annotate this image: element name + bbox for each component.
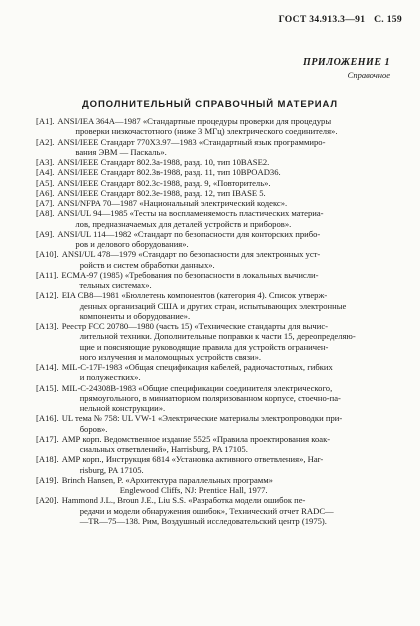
reference-line: редачи и модели обнаружения ошибок», Технический отчет RADC— <box>79 505 334 516</box>
reference-line: UL тема № 758: UL VW-1 «Электрические материалы электропроводки при- <box>61 413 343 424</box>
reference-id: [A9]. <box>36 228 55 239</box>
reference-line: компоненты и оборудование». <box>79 310 191 321</box>
reference-line: MIL-C-24308B-1983 «Общие спецификации соединителя электрического, <box>61 382 333 393</box>
reference-text <box>57 137 398 158</box>
reference-item <box>36 270 398 291</box>
standard-number: ГОСТ 34.913.3—91 <box>278 14 366 25</box>
reference-text <box>62 249 398 270</box>
reference-line: нельной конструкции». <box>79 403 166 413</box>
reference-text <box>57 116 398 137</box>
reference-line: EIA СВ8—1981 «Бюллетень компонентов (категория 4). Список утверж- <box>61 290 328 301</box>
reference-id: [A13]. <box>36 321 59 331</box>
reference-item <box>36 137 398 158</box>
reference-id: [A15]. <box>36 382 59 393</box>
reference-line: тельных системах». <box>79 280 152 290</box>
reference-text <box>62 321 398 362</box>
reference-item <box>36 167 398 177</box>
reference-text <box>57 229 398 250</box>
appendix-title: ПРИЛОЖЕНИЕ 1 <box>303 57 390 68</box>
reference-id: [A10]. <box>36 249 59 260</box>
reference-item <box>36 249 398 270</box>
reference-id: [A12]. <box>36 290 59 301</box>
reference-line: ANSI/IEEE Стандарт 802.3с-1988, разд. 9, «Повторитель». <box>57 177 271 188</box>
reference-item <box>36 229 398 250</box>
reference-line: лительной техники. Дополнительные поправки к части 15, дереопределяю- <box>79 331 356 342</box>
reference-item <box>36 116 398 137</box>
reference-line: ЕСМА-97 (1985) «Требования по безопасности в локальных вычисли- <box>61 269 319 280</box>
reference-line: Hammond J.L., Broun J.E., Liu S.S. «Разработка модели ошибок пе- <box>61 495 306 506</box>
reference-item <box>36 321 398 362</box>
reference-id: [A4]. <box>36 167 55 178</box>
page-header <box>273 14 402 25</box>
reference-id: [A17]. <box>36 433 59 444</box>
reference-item <box>36 413 398 434</box>
reference-item <box>36 362 398 383</box>
reference-text <box>62 434 398 455</box>
reference-text <box>57 167 398 177</box>
reference-item <box>36 495 398 526</box>
reference-line: ANSI/UL 114—1982 «Стандарт по безопасности для конторских прибо- <box>57 228 321 239</box>
reference-line: ного излучения и маломощных устройств связи». <box>79 351 262 362</box>
reference-id: [A5]. <box>36 177 55 188</box>
reference-line: ANSI/IEEE Стандарт 802.3а-1988, разд. 10, тип 10BASE2. <box>57 157 270 167</box>
reference-line: лов, предназначаемых для деталей устройств и приборов». <box>75 218 292 229</box>
reference-id: [A8]. <box>36 208 55 219</box>
reference-id: [A18]. <box>36 454 59 465</box>
reference-text <box>62 413 398 434</box>
reference-line: проверки низкочастотного (ниже 3 МГц) электрического соединителя». <box>75 126 338 137</box>
reference-line: ANSI/UL 94—1985 «Тесты на воспламеняемость пластических материа- <box>57 208 324 219</box>
reference-item <box>36 383 398 414</box>
reference-line: боров». <box>79 423 108 434</box>
reference-line: MIL-C-17F-1983 «Общая спецификация кабелей, радиочастотных, гибких <box>61 362 333 372</box>
reference-item <box>36 475 398 496</box>
reference-text <box>57 198 398 208</box>
reference-text <box>57 188 398 198</box>
reference-text <box>57 178 398 188</box>
reference-item <box>36 454 398 475</box>
reference-line: вания ЭВМ — Паскаль». <box>75 146 167 157</box>
reference-line: щие и поясняющие руководящие правила для устройств ограничен- <box>79 341 329 352</box>
reference-line: Brinch Hansen, P. «Архитектура параллельных программ» <box>61 474 273 485</box>
reference-item <box>36 178 398 188</box>
reference-id: [A14]. <box>36 362 59 372</box>
reference-line: ANSI/UL 478—1979 «Стандарт по безопасности для электронных уст- <box>61 249 321 260</box>
reference-line: АМР корп. Ведомственное издание 5525 «Правила проектирования коак- <box>61 433 331 444</box>
reference-item <box>36 434 398 455</box>
reference-text <box>57 208 398 229</box>
reference-line: ANSI/IEEE Стандарт 770X3.97—1983 «Стандартный язык программиро- <box>57 136 326 147</box>
reference-line: и полужестких». <box>79 372 141 383</box>
appendix-label <box>303 57 390 81</box>
reference-text <box>62 495 398 526</box>
reference-id: [A6]. <box>36 187 55 198</box>
reference-line: ANSI/IEEE Стандарт 802.3е-1988, разд. 12, тип IBASE 5. <box>57 187 266 198</box>
reference-line: ANSI/IEA 364А—1987 «Стандартные процедуры проверки для процедуры <box>57 116 332 126</box>
reference-line: АМР корп., Инструкция 6814 «Установка активного ответвления», Har- <box>61 454 324 465</box>
reference-line: ANSI/IEEE Стандарт 802.3в-1988, разд. 11, тип 10BPOAD36. <box>57 167 281 178</box>
section-title: ДОПОЛНИТЕЛЬНЫЙ СПРАВОЧНЫЙ МАТЕРИАЛ <box>82 99 338 110</box>
reference-line: ANSI/NFPA 70—1987 «Национальный электрический кодекс». <box>57 198 288 208</box>
reference-line: Englewood Cliffs, NJ: Prentice Hall, 1977. <box>119 485 268 495</box>
reference-line: —TR—75—138. Рим, Воздушный исследовательский центр (1975). <box>79 515 327 526</box>
reference-line: ров и делового оборудования». <box>75 239 189 249</box>
reference-line: ройств и систем обработки данных». <box>79 259 215 270</box>
reference-item <box>36 290 398 321</box>
reference-text <box>62 290 398 321</box>
reference-line: сиальных ответвлений», Harrisburg, PA 17105. <box>79 444 248 454</box>
reference-id: [A1]. <box>36 116 55 126</box>
reference-id: [A16]. <box>36 413 59 424</box>
reference-item <box>36 188 398 198</box>
reference-text <box>62 454 398 475</box>
appendix-subtitle: Справочное <box>347 70 390 80</box>
reference-line: Реестр FCC 20780—1980 (часть 15) «Технические стандарты для вычис- <box>61 321 329 331</box>
reference-line: денных организаций США и других стран, испытывающих электронные <box>79 300 347 311</box>
reference-id: [A3]. <box>36 157 55 167</box>
page-number: С. 159 <box>374 14 402 25</box>
reference-line: прямоугольного, в миниатюрном поляризованном корпусе, стоечно-па- <box>79 392 341 403</box>
reference-line: risburg, PA 17105. <box>79 464 144 475</box>
reference-text <box>62 383 398 414</box>
reference-id: [A11]. <box>36 269 59 280</box>
reference-list <box>36 116 398 526</box>
reference-id: [A2]. <box>36 136 55 147</box>
reference-item <box>36 157 398 167</box>
reference-text <box>62 475 398 496</box>
reference-id: [A20]. <box>36 495 59 506</box>
reference-item <box>36 198 398 208</box>
reference-id: [A19]. <box>36 474 59 485</box>
reference-id: [A7]. <box>36 198 55 208</box>
reference-text <box>62 362 398 383</box>
reference-text <box>61 270 398 291</box>
reference-text <box>57 157 398 167</box>
reference-item <box>36 208 398 229</box>
